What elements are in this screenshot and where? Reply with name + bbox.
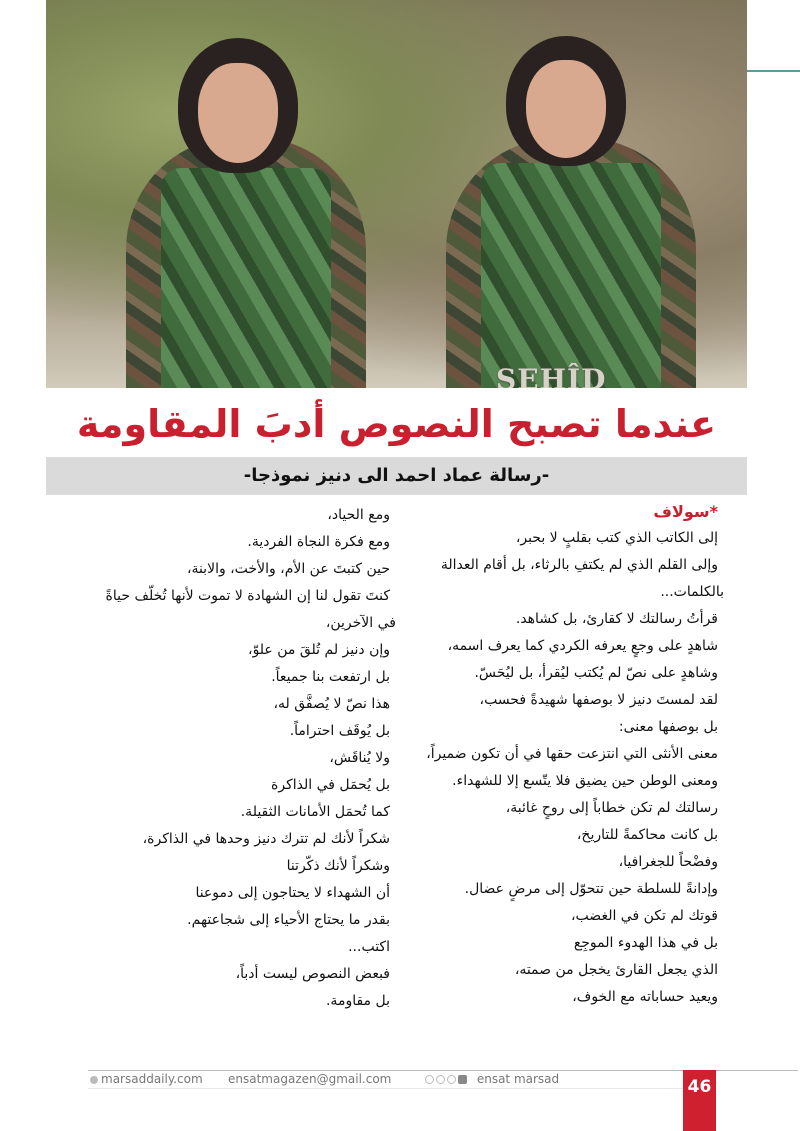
person-right xyxy=(421,28,721,388)
footer-email[interactable]: ensatmagazen@gmail.com xyxy=(228,1072,392,1086)
globe-icon xyxy=(90,1076,98,1084)
text-line: الذي يجعل القارئ يخجل من صمته، xyxy=(514,962,718,978)
vest-left xyxy=(161,168,331,388)
text-line: كما تُحمَل الأمانات الثقيلة. xyxy=(240,804,390,820)
text-line: وإن دنيز لم تُلقَ من علوّ، xyxy=(248,642,390,658)
facebook-icon[interactable] xyxy=(425,1075,434,1084)
author-name: *سولاف xyxy=(653,502,718,521)
website-link[interactable]: marsaddaily.com xyxy=(101,1072,203,1086)
text-line: وإدانةً للسلطة حين تتحوّل إلى مرضٍ عضال. xyxy=(464,881,718,897)
vest-right xyxy=(481,163,661,388)
text-line: أن الشهداء لا يحتاجون إلى دموعنا xyxy=(195,885,390,901)
text-line: وإلى القلم الذي لم يكتفِ بالرثاء، بل أقام العدالة xyxy=(440,557,718,573)
text-line: ولا يُناقَش، xyxy=(329,750,390,766)
article-subtitle: -رسالة عماد احمد الى دنيز نموذجا- xyxy=(243,465,550,486)
text-line: شكراً لأنك لم تترك دنيز وحدها في الذاكرة، xyxy=(142,831,390,847)
text-line: ومعنى الوطن حين يضيق فلا يتّسع إلا للشهداء. xyxy=(452,773,718,789)
text-line: بل كانت محاكمةً للتاريخ، xyxy=(576,827,718,843)
text-line: شاهدٍ على وجعٍ يعرفه الكردي كما يعرف اسمه، xyxy=(447,638,718,654)
text-line: ويعيد حساباته مع الخوف، xyxy=(572,989,718,1005)
text-line: هذا نصّ لا يُصفَّق له، xyxy=(273,696,390,712)
photo-caption-overlay: SEHÎD xyxy=(496,363,607,388)
text-line: في الآخرين، xyxy=(325,615,396,631)
right-column xyxy=(408,498,724,1011)
text-line: لقد لمستَ دنيز لا بوصفها شهيدةً فحسب، xyxy=(479,692,718,708)
face-right xyxy=(526,60,606,158)
accent-line xyxy=(747,70,800,72)
text-line: بالكلمات... xyxy=(660,584,724,600)
subtitle-bar xyxy=(46,457,747,495)
text-line: وفضْحاً للجغرافيا، xyxy=(618,854,718,870)
twitter-icon[interactable] xyxy=(436,1075,445,1084)
text-line: بل مقاومة. xyxy=(325,993,390,1009)
face-left xyxy=(198,63,278,163)
text-line: وشاهدٍ على نصّ لم يُكتب ليُقرأ، بل ليُحَسّ. xyxy=(474,665,718,681)
text-line: بقدر ما يحتاج الأحياء إلى شجاعتهم. xyxy=(187,912,390,928)
footer-divider-lower xyxy=(88,1088,684,1089)
text-line: وشكراً لأنك ذكّرتنا xyxy=(286,858,390,874)
text-line: قوتك لم تكن في الغضب، xyxy=(571,908,718,924)
text-line: بل بوصفها معنى: xyxy=(618,719,718,735)
left-column xyxy=(70,502,396,1015)
text-line: بل ارتفعت بنا جميعاً. xyxy=(271,669,390,685)
text-line: كنتَ تقول لنا إن الشهادة لا تموت لأنها تُخلّف حياةً xyxy=(105,588,390,604)
text-line: ومع الحياد، xyxy=(327,507,390,523)
youtube-icon[interactable] xyxy=(458,1075,467,1084)
text-line: ومع فكرة النجاة الفردية. xyxy=(247,534,390,550)
instagram-icon[interactable] xyxy=(447,1075,456,1084)
footer-website[interactable] xyxy=(90,1071,203,1087)
text-line: حين كتبتَ عن الأم، والأخت، والابنة، xyxy=(186,561,390,577)
text-line: اكتب... xyxy=(348,939,390,955)
text-line: بل في هذا الهدوء الموجِع xyxy=(573,935,718,951)
page-number: 46 xyxy=(683,1070,716,1131)
footer-social xyxy=(425,1071,559,1087)
person-left xyxy=(106,28,386,388)
text-line: إلى الكاتب الذي كتب بقلبٍ لا بحبر، xyxy=(515,530,718,546)
text-line: قرأتُ رسالتك لا كقارئ، بل كشاهد. xyxy=(515,611,718,627)
text-line: بل يُحمَل في الذاكرة xyxy=(271,777,390,793)
header-photo xyxy=(46,0,747,388)
text-line: معنى الأنثى التي انتزعت حقها في أن تكون ضميراً، xyxy=(426,746,718,762)
text-line: بل يُوقَف احتراماً. xyxy=(289,723,390,739)
social-handle: ensat marsad xyxy=(476,1072,560,1086)
text-line: فبعض النصوص ليست أدباً، xyxy=(235,966,390,982)
text-line: رسالتك لم تكن خطاباً إلى روحٍ غائبة، xyxy=(505,800,718,816)
article-title: عندما تصبح النصوص أدبَ المقاومة xyxy=(76,402,717,446)
